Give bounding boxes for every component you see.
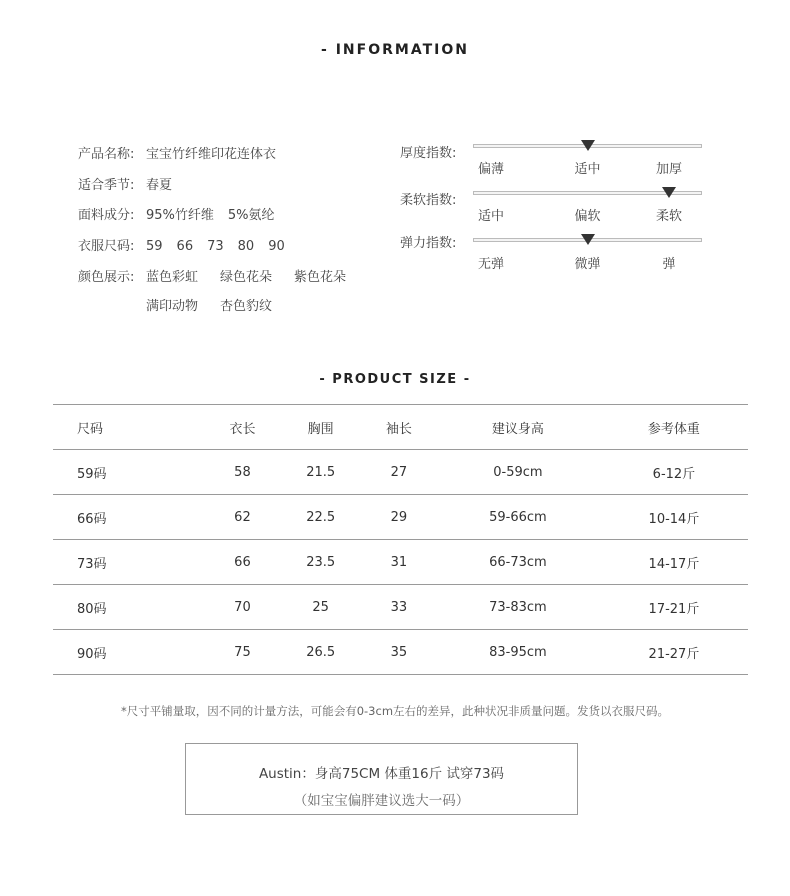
info-label: 颜色展示: — [78, 270, 135, 285]
color-value: 绿色花朵 — [220, 270, 273, 285]
table-cell: 73码 — [53, 540, 205, 585]
gauge-marker — [581, 234, 595, 245]
header-sleeve: 袖长 — [362, 405, 436, 450]
table-cell: 62 — [205, 495, 279, 540]
size-value: 66 — [176, 239, 194, 254]
gauge-option: 适中 — [574, 162, 601, 177]
gauge-option: 偏软 — [574, 209, 601, 224]
product-size-heading: - PRODUCT SIZE - — [319, 372, 471, 387]
table-cell: 73-83cm — [436, 585, 600, 630]
size-value: 59 — [146, 239, 163, 254]
table-cell: 22.5 — [279, 495, 361, 540]
info-label: 衣服尺码: — [78, 239, 135, 254]
table-cell: 27 — [362, 450, 436, 495]
table-cell: 59-66cm — [436, 495, 600, 540]
table-cell: 75 — [205, 630, 279, 675]
color-value: 杏色豹纹 — [220, 299, 273, 314]
table-cell: 66-73cm — [436, 540, 600, 585]
table-cell: 31 — [362, 540, 436, 585]
gauge-marker — [662, 187, 676, 198]
table-cell: 59码 — [53, 450, 205, 495]
header-chest: 胸围 — [279, 405, 361, 450]
table-row — [53, 585, 748, 630]
size-value: 73 — [207, 239, 224, 254]
size-value: 80 — [237, 239, 255, 254]
table-cell: 66码 — [53, 495, 205, 540]
table-cell: 35 — [362, 630, 436, 675]
table-cell: 80码 — [53, 585, 205, 630]
table-cell: 17-21斤 — [600, 585, 748, 630]
info-value: 春夏 — [146, 178, 173, 193]
info-sizes — [78, 235, 299, 254]
measurement-note: *尺寸平铺量取，因不同的计量方法，可能会有0-3cm左右的差异，此种状况非质量问题。发货以衣服尺码。 — [120, 704, 670, 718]
elasticity-gauge — [400, 232, 710, 272]
table-cell: 66 — [205, 540, 279, 585]
gauge-option: 弹 — [662, 257, 676, 272]
header-size: 尺码 — [53, 405, 205, 450]
info-fabric — [78, 204, 297, 223]
table-cell: 6-12斤 — [600, 450, 748, 495]
thickness-gauge — [400, 142, 710, 182]
model-info-box — [185, 743, 578, 815]
size-table — [53, 404, 748, 675]
info-value: 宝宝竹纤维印花连体衣 — [146, 147, 277, 162]
softness-gauge — [400, 189, 710, 229]
header-length: 衣长 — [205, 405, 279, 450]
gauge-option: 适中 — [477, 209, 505, 224]
gauge-label: 厚度指数: — [400, 146, 457, 161]
gauge-option: 偏薄 — [477, 162, 505, 177]
header-weight: 参考体重 — [600, 405, 748, 450]
info-colors — [78, 266, 368, 285]
table-cell: 26.5 — [279, 630, 361, 675]
info-colors-row2 — [146, 295, 294, 314]
gauge-label: 弹力指数: — [400, 236, 457, 251]
info-product-name — [78, 143, 276, 162]
info-label: 适合季节: — [78, 178, 135, 193]
color-value: 蓝色彩虹 — [146, 270, 199, 285]
info-label: 面料成分: — [78, 208, 135, 223]
gauge-option: 无弹 — [477, 257, 505, 272]
info-label: 产品名称: — [78, 147, 135, 162]
table-cell: 14-17斤 — [600, 540, 748, 585]
table-row — [53, 495, 748, 540]
gauge-option: 微弹 — [574, 257, 601, 272]
information-heading: - INFORMATION — [321, 42, 469, 58]
table-cell: 33 — [362, 585, 436, 630]
table-cell: 23.5 — [279, 540, 361, 585]
gauge-option: 加厚 — [655, 162, 683, 177]
table-cell: 83-95cm — [436, 630, 600, 675]
gauge-option: 柔软 — [655, 209, 683, 224]
table-row — [53, 450, 748, 495]
fabric-value: 95%竹纤维 — [146, 208, 214, 223]
size-value: 90 — [268, 239, 285, 254]
fabric-value: 5%氨纶 — [227, 208, 275, 223]
model-stats: Austin：身高75CM 体重16斤 试穿73码 — [258, 766, 505, 782]
gauge-label: 柔软指数: — [400, 193, 457, 208]
gauge-marker — [581, 140, 595, 151]
table-cell: 58 — [205, 450, 279, 495]
table-row — [53, 540, 748, 585]
info-season — [78, 174, 172, 193]
table-header-row — [53, 405, 748, 450]
table-cell: 0-59cm — [436, 450, 600, 495]
table-cell: 21.5 — [279, 450, 361, 495]
model-advice: （如宝宝偏胖建议选大一码） — [293, 793, 470, 809]
table-cell: 29 — [362, 495, 436, 540]
color-value: 紫色花朵 — [294, 270, 347, 285]
table-cell: 10-14斤 — [600, 495, 748, 540]
header-height: 建议身高 — [436, 405, 600, 450]
table-cell: 21-27斤 — [600, 630, 748, 675]
table-cell: 25 — [279, 585, 361, 630]
table-cell: 90码 — [53, 630, 205, 675]
color-value: 满印动物 — [146, 299, 199, 314]
table-row — [53, 630, 748, 675]
table-cell: 70 — [205, 585, 279, 630]
